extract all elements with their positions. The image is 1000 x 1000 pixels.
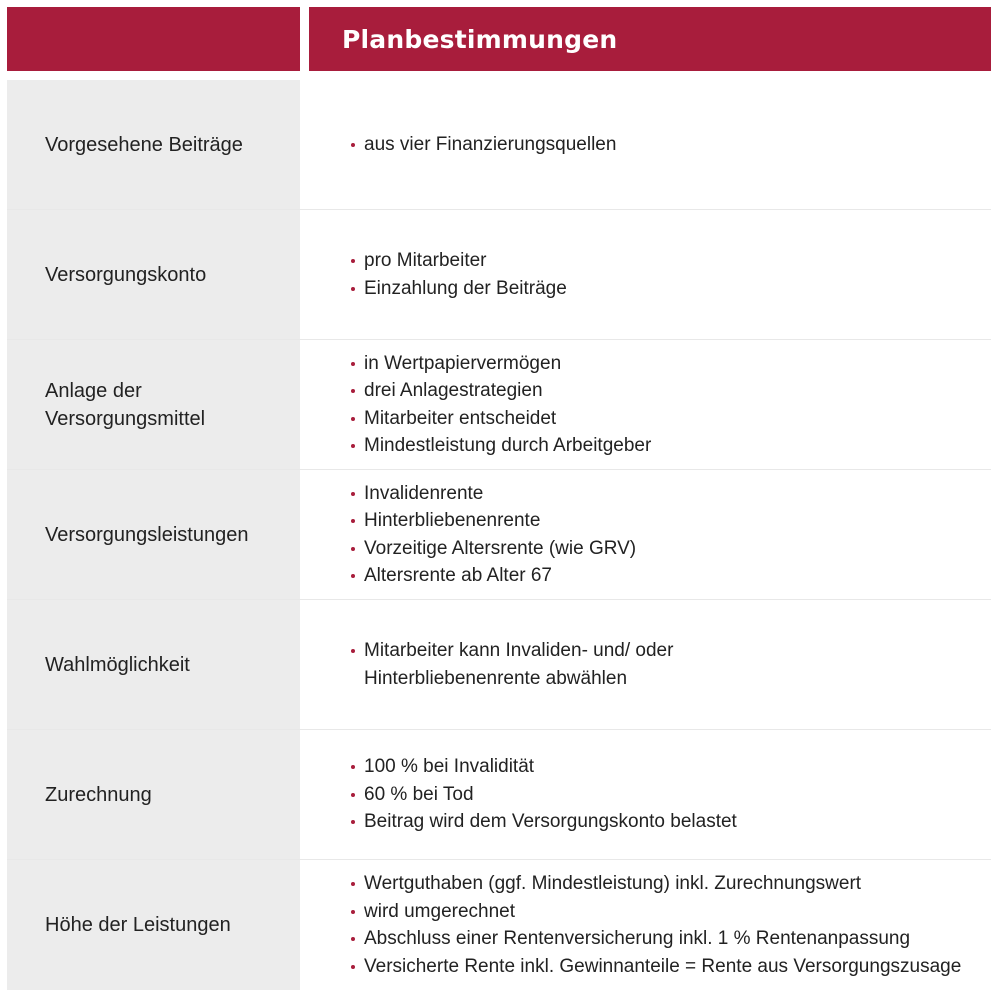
list-item: Mindestleistung durch Arbeitgeber [350, 432, 651, 460]
list-item: aus vier Finanzierungsquellen [350, 131, 616, 159]
list-item: Vorzeitige Altersrente (wie GRV) [350, 535, 636, 563]
row-label: Vorgesehene Beiträge [7, 80, 300, 209]
list-item: Mitarbeiter entscheidet [350, 405, 651, 433]
bullet-icon [351, 362, 355, 366]
list-item: Altersrente ab Alter 67 [350, 562, 636, 590]
list-item: Invalidenrente [350, 480, 636, 508]
bullet-list [350, 247, 567, 302]
list-item: pro Mitarbeiter [350, 247, 567, 275]
list-item: Einzahlung der Beiträge [350, 275, 567, 303]
bullet-list [350, 480, 636, 590]
row-content [309, 80, 991, 209]
bullet-icon [351, 143, 355, 147]
row-content [309, 730, 991, 859]
bullet-icon [351, 882, 355, 886]
list-item: wird umgerechnet [350, 898, 961, 926]
bullet-icon [351, 519, 355, 523]
bullet-icon [351, 820, 355, 824]
table-row [7, 210, 991, 340]
list-item: Abschluss einer Rentenversicherung inkl. 1 % Rentenanpassung [350, 925, 961, 953]
bullet-icon [351, 965, 355, 969]
bullet-icon [351, 765, 355, 769]
table-row [7, 340, 991, 470]
bullet-icon [351, 389, 355, 393]
bullet-list [350, 637, 680, 692]
list-item: Wertguthaben (ggf. Mindestleistung) inkl. Zurechnungswert [350, 870, 961, 898]
list-item: Versicherte Rente inkl. Gewinnanteile = Rente aus Versorgungszusage [350, 953, 961, 981]
bullet-list [350, 753, 737, 836]
bullet-list [350, 870, 961, 980]
bullet-icon [351, 547, 355, 551]
header-title-band [309, 7, 991, 71]
list-item: drei Anlagestrategien [350, 377, 651, 405]
row-label: Anlage der Versorgungsmittel [7, 340, 300, 469]
row-label: Wahlmöglichkeit [7, 600, 300, 729]
bullet-list [350, 131, 616, 159]
bullet-icon [351, 259, 355, 263]
table-row [7, 80, 991, 210]
header-left-band [7, 7, 300, 71]
bullet-icon [351, 649, 355, 653]
list-item: Beitrag wird dem Versorgungskonto belastet [350, 808, 737, 836]
bullet-icon [351, 287, 355, 291]
row-content [309, 600, 991, 729]
row-content [309, 860, 991, 990]
bullet-icon [351, 910, 355, 914]
list-item: 60 % bei Tod [350, 781, 737, 809]
list-item: Mitarbeiter kann Invaliden- und/ oder Hinterbliebenenrente abwählen [350, 637, 680, 692]
bullet-icon [351, 417, 355, 421]
table-row [7, 860, 991, 990]
row-label: Höhe der Leistungen [7, 860, 300, 990]
list-item: 100 % bei Invalidität [350, 753, 737, 781]
table-row [7, 600, 991, 730]
row-label: Versorgungskonto [7, 210, 300, 339]
bullet-icon [351, 444, 355, 448]
bullet-icon [351, 492, 355, 496]
row-label: Versorgungsleistungen [7, 470, 300, 599]
bullet-icon [351, 574, 355, 578]
list-item: Hinterbliebenenrente [350, 507, 636, 535]
bullet-icon [351, 793, 355, 797]
row-content [309, 210, 991, 339]
list-item: in Wertpapiervermögen [350, 350, 651, 378]
bullet-icon [351, 937, 355, 941]
plan-table [7, 80, 991, 990]
table-row [7, 470, 991, 600]
row-label: Zurechnung [7, 730, 300, 859]
row-content [309, 340, 991, 469]
page-title: Planbestimmungen [342, 24, 618, 54]
table-row [7, 730, 991, 860]
row-content [309, 470, 991, 599]
bullet-list [350, 350, 651, 460]
